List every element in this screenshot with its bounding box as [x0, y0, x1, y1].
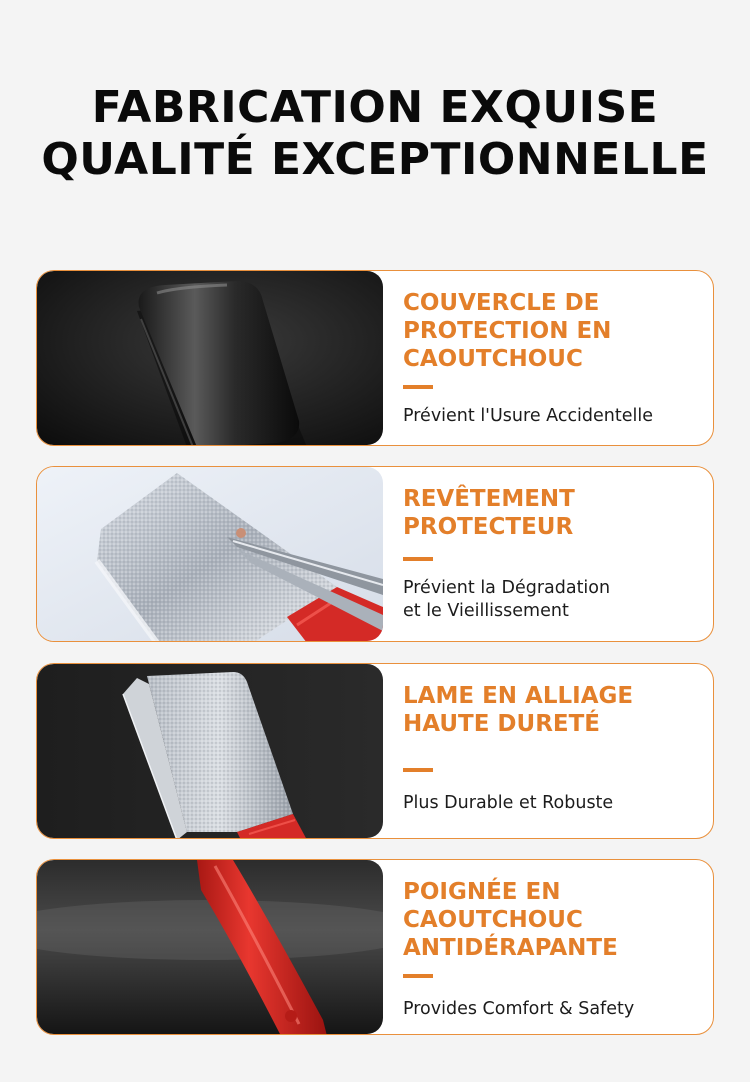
- accent-rule: [403, 768, 433, 772]
- feature-description: Plus Durable et Robuste: [403, 793, 614, 813]
- rubber-cap-photo: [37, 271, 383, 445]
- page-headline: [0, 82, 750, 186]
- accent-rule: [403, 557, 433, 561]
- feature-description: Provides Comfort & Safety: [403, 999, 635, 1019]
- feature-card-rubber-cap: [36, 270, 714, 446]
- headline-line-1: FABRICATION EXQUISE: [91, 82, 659, 133]
- feature-description: Prévient la Dégradation et le Vieillissement: [403, 578, 611, 621]
- feature-description: Prévient l'Usure Accidentelle: [403, 406, 654, 426]
- feature-card-protective-coating: [36, 466, 714, 642]
- alloy-blade-photo: [37, 664, 383, 838]
- feature-title: LAME EN ALLIAGE HAUTE DURETÉ: [403, 683, 634, 737]
- headline-line-2: QUALITÉ EXCEPTIONNELLE: [41, 134, 709, 185]
- coated-blade-with-scissors-photo: [37, 467, 383, 641]
- feature-card-alloy-blade: [36, 663, 714, 839]
- feature-title: REVÊTEMENT PROTECTEUR: [403, 486, 575, 540]
- accent-rule: [403, 385, 433, 389]
- feature-title: POIGNÉE EN CAOUTCHOUC ANTIDÉRAPANTE: [403, 879, 618, 961]
- accent-rule: [403, 974, 433, 978]
- feature-card-rubber-handle: [36, 859, 714, 1035]
- red-rubber-handle-photo: [37, 860, 383, 1034]
- feature-title: COUVERCLE DE PROTECTION EN CAOUTCHOUC: [403, 290, 612, 372]
